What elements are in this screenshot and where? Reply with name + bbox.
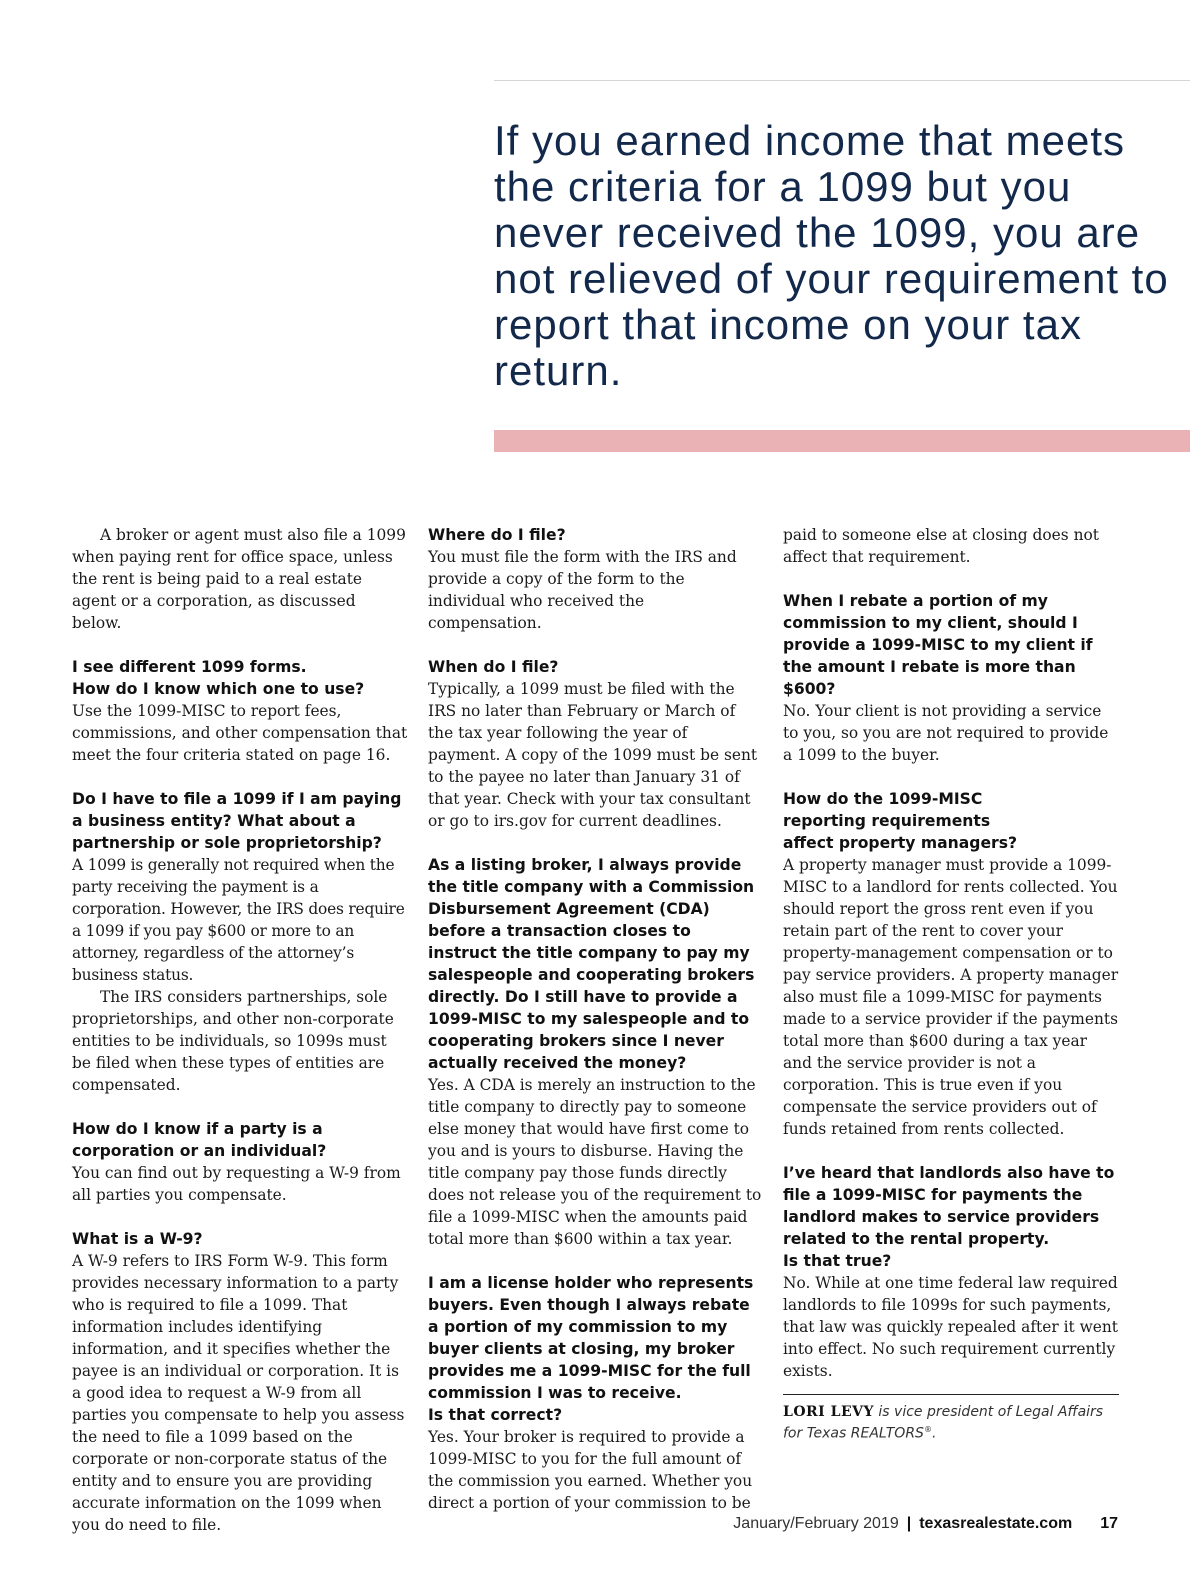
author-name: LORI LEVY <box>783 1404 874 1420</box>
question-heading: As a listing broker, I always provide the title company with a Commission Disbursement Agreement (CDA) before a transaction closes to instruct the title company to pay my salespeople and cooperating brokers directly. Do I still have to provide a 1099-MISC to my salespeople and to cooperating brokers since I never actually received the money? <box>428 856 755 1072</box>
answer-paragraph: Use the 1099-MISC to report fees, commissions, and other compensation that meet the four criteria stated on page 16. <box>72 702 408 764</box>
answer-paragraph: A W-9 refers to IRS Form W-9. This form provides necessary information to a party who is required to file a 1099. That information includes identifying information, and it specifies whether the payee is an individual or corporation. It is a good idea to request a W-9 from all parties you compensate to help you assess the need to file a 1099 based on the corporate or non-corporate status of the entity and to ensure you are providing accurate information on the 1099 when you do need to file. <box>72 1252 405 1534</box>
page-footer <box>733 1515 1118 1533</box>
registered-mark: ® <box>923 1425 932 1434</box>
question-heading: When do I file? <box>428 658 559 676</box>
question-heading: What is a W-9? <box>72 1230 203 1248</box>
column-3 <box>783 524 1119 1443</box>
question-heading: I am a license holder who represents buyers. Even though I always rebate a portion of my commission to my buyer clients at closing, my broker provides me a 1099-MISC for the full commission I was to receive. <box>428 1274 754 1402</box>
question-heading: Is that true? <box>783 1252 892 1270</box>
answer-paragraph: The IRS considers partnerships, sole proprietorships, and other non-corporate entities to be individuals, so 1099s must be filed when these types of entities are compensated. <box>72 988 394 1094</box>
question-heading: I’ve heard that landlords also have to file a 1099-MISC for payments the landlord makes to service providers related to the rental property. <box>783 1164 1115 1248</box>
page-number: 17 <box>1100 1515 1118 1532</box>
author-bio-end: . <box>931 1425 937 1442</box>
column-1 <box>72 524 408 1536</box>
question-heading: How do I know which one to use? <box>72 680 365 698</box>
answer-paragraph: You can find out by requesting a W-9 from all parties you compensate. <box>72 1164 401 1204</box>
author-bio <box>783 1403 1119 1443</box>
answer-paragraph: No. Your client is not providing a service to you, so you are not required to provide a 1099 to the buyer. <box>783 702 1109 764</box>
question-heading: Where do I file? <box>428 526 566 544</box>
answer-paragraph: A 1099 is generally not required when the party receiving the payment is a corporation. However, the IRS does require a 1099 if you pay $600 or more to an attorney, regardless of the attorney’s business status. <box>72 856 405 984</box>
question-heading: reporting requirements <box>783 812 991 830</box>
question-heading: Is that correct? <box>428 1406 563 1424</box>
top-rule <box>494 80 1190 81</box>
answer-paragraph: paid to someone else at closing does not affect that requirement. <box>783 526 1099 566</box>
answer-paragraph: You must file the form with the IRS and provide a copy of the form to the individual who received the compensation. <box>428 548 737 632</box>
accent-bar <box>494 430 1190 452</box>
question-heading: Do I have to file a 1099 if I am paying a business entity? What about a partnership or sole proprietorship? <box>72 790 402 852</box>
website-link: texasrealestate.com <box>919 1515 1073 1532</box>
bio-divider <box>783 1394 1119 1395</box>
question-heading: How do the 1099-MISC <box>783 790 983 808</box>
question-heading: I see different 1099 forms. <box>72 658 307 676</box>
question-heading: affect property managers? <box>783 834 1018 852</box>
issue-date: January/February 2019 <box>733 1515 899 1532</box>
footer-separator: | <box>906 1515 912 1532</box>
question-heading: When I rebate a portion of my commission to my client, should I provide a 1099-MISC to my client if the amount I rebate is more than $600? <box>783 592 1093 698</box>
column-2 <box>428 524 762 1514</box>
answer-paragraph: Typically, a 1099 must be filed with the IRS no later than February or March of the tax year following the year of payment. A copy of the 1099 must be sent to the payee no later than January 31 of that year. Check with your tax consultant or go to irs.gov for current deadlines. <box>428 680 758 830</box>
answer-paragraph: No. While at one time federal law required landlords to file 1099s for such payments, that law was quickly repealed after it went into effect. No such requirement currently exists. <box>783 1274 1118 1380</box>
answer-paragraph: A property manager must provide a 1099-MISC to a landlord for rents collected. You should report the gross rent even if you retain part of the rent to cover your property-management compensation or to pay service providers. A property manager also must file a 1099-MISC for payments made to a service provider if the payments total more than $600 during a tax year and the service provider is not a corporation. This is true even if you compensate the service providers out of funds retained from rents collected. <box>783 856 1119 1138</box>
intro-paragraph: A broker or agent must also file a 1099 when paying rent for office space, unless the rent is being paid to a real estate agent or a corporation, as discussed below. <box>72 526 406 632</box>
question-heading: How do I know if a party is a corporation or an individual? <box>72 1120 327 1160</box>
author-bio-text: is vice president of Legal Affairs for Texas REALTORS <box>783 1404 1104 1442</box>
answer-paragraph: Yes. Your broker is required to provide a 1099-MISC to you for the full amount of the commission you earned. Whether you direct a portion of your commission to be <box>428 1428 753 1512</box>
pull-quote: If you earned income that meets the criteria for a 1099 but you never received the 1099, you are not relieved of your requirement to report that income on your tax return. <box>494 117 1169 394</box>
answer-paragraph: Yes. A CDA is merely an instruction to the title company to directly pay to someone else money that would have first come to you and is yours to disburse. Having the title company pay those funds directly does not release you of the requirement to file a 1099-MISC when the amounts paid total more than $600 within a tax year. <box>428 1076 762 1248</box>
